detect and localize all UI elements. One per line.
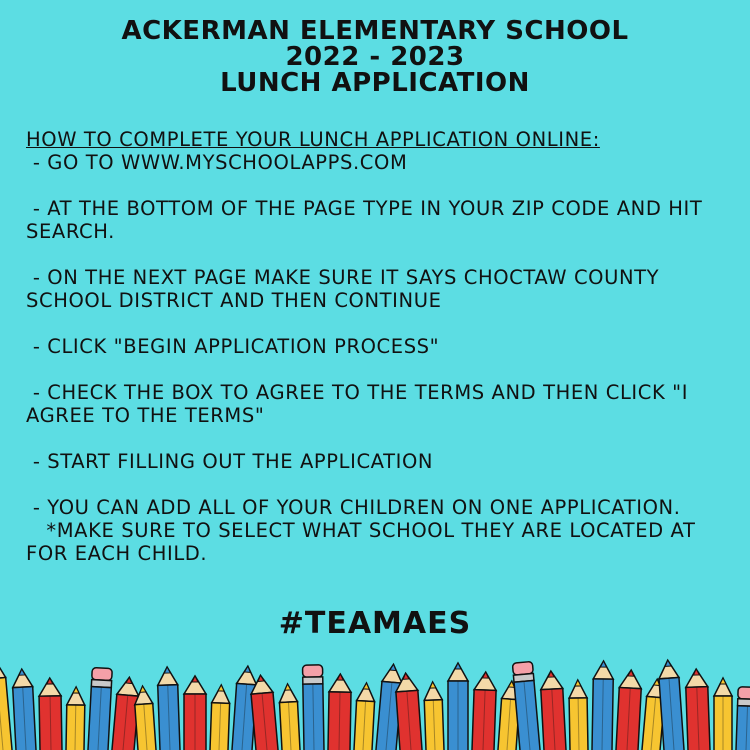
pencil-icon [540, 671, 567, 750]
pencil-icon [87, 668, 112, 750]
step-5: - CHECK THE BOX TO AGREE TO THE TERMS AND THEN CLICK "I AGREE TO THE TERMS" [26, 381, 695, 427]
step-7: - YOU CAN ADD ALL OF YOUR CHILDREN ON ONE APPLICATION. [26, 496, 681, 519]
pencil-icon [184, 676, 206, 750]
pencil-icon [569, 680, 588, 750]
pencil-icon [714, 678, 732, 750]
pencil-icon [472, 672, 497, 750]
pencil-icon [157, 667, 180, 750]
title-application: LUNCH APPLICATION [220, 68, 530, 98]
pencil-icon [448, 663, 468, 750]
step-3: - ON THE NEXT PAGE MAKE SURE IT SAYS CHOCTAW COUNTY SCHOOL DISTRICT AND THEN CONTINUE [26, 266, 667, 312]
pencil-icon [303, 665, 325, 750]
instructions [26, 128, 726, 565]
pencil-icon [615, 670, 642, 750]
pencil-icon [328, 674, 351, 750]
step-1: - GO TO WWW.MYSCHOOLAPPS.COM [26, 151, 408, 174]
title-school: ACKERMAN ELEMENTARY SCHOOL [121, 16, 629, 46]
pencil-icon [210, 685, 231, 750]
step-6: - START FILLING OUT THE APPLICATION [26, 450, 434, 473]
pencil-icon [279, 684, 301, 750]
page-title [0, 18, 750, 96]
pencil-icon [0, 660, 13, 750]
pencil-icon [12, 669, 37, 750]
step-2: - AT THE BOTTOM OF THE PAGE TYPE IN YOUR ZIP CODE AND HIT SEARCH. [26, 197, 710, 243]
pencil-icon [353, 683, 375, 750]
pencil-icon [66, 687, 85, 750]
step-7-note: *MAKE SURE TO SELECT WHAT SCHOOL THEY ARE LOCATED AT FOR EACH CHILD. [26, 519, 703, 565]
pencil-icon [736, 687, 750, 750]
hashtag: #TEAMAES [278, 606, 472, 641]
pencil-icon [685, 669, 710, 750]
instructions-heading: HOW TO COMPLETE YOUR LUNCH APPLICATION ONLINE: [26, 128, 600, 151]
pencil-icon [424, 682, 445, 750]
pencil-icon [39, 678, 62, 750]
pencil-border [0, 650, 750, 750]
pencil-icon [592, 661, 614, 750]
step-4: - CLICK "BEGIN APPLICATION PROCESS" [26, 335, 440, 358]
title-year: 2022 - 2023 [285, 42, 465, 72]
